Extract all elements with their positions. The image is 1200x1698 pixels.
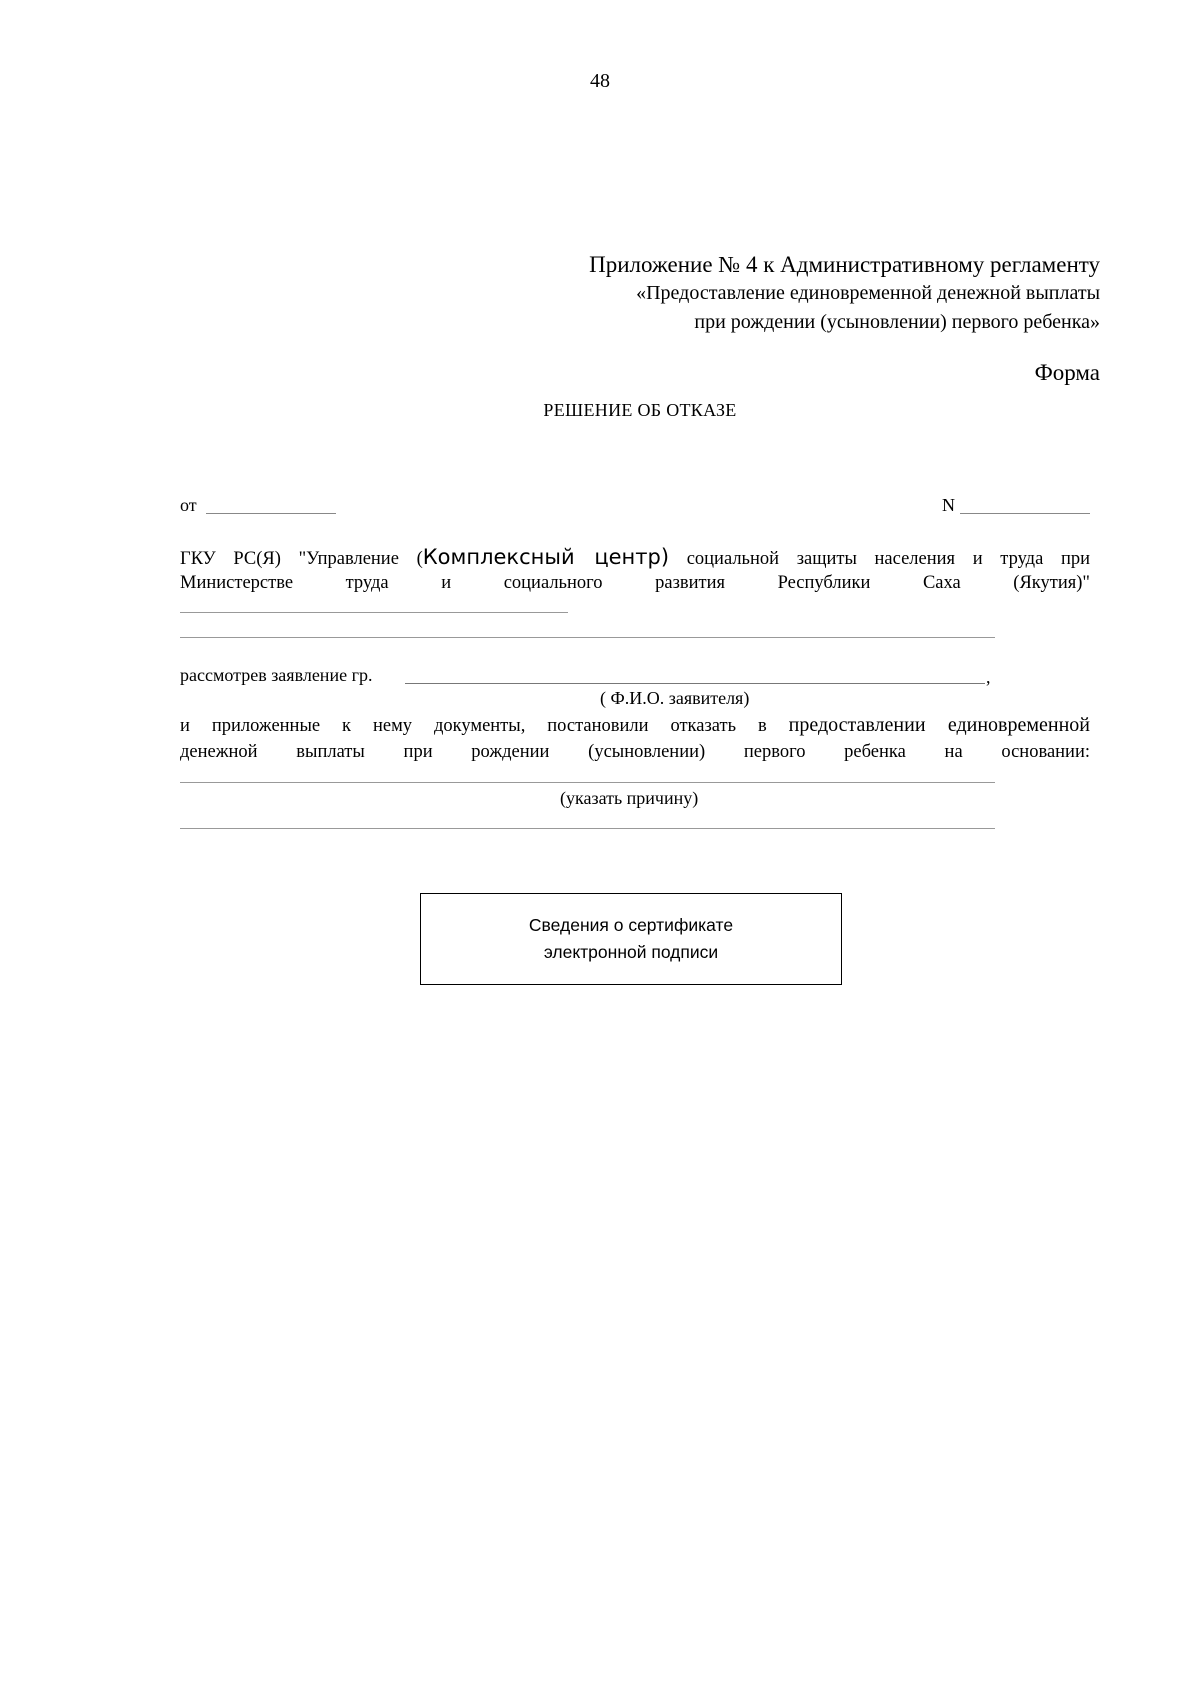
blank-line-short <box>180 612 568 613</box>
reason-blank-line <box>180 782 995 783</box>
from-label: от <box>180 495 197 515</box>
signature-certificate-box <box>420 893 842 985</box>
review-comma: , <box>986 667 991 687</box>
page-number: 48 <box>590 70 610 92</box>
appendix-line-3: при рождении (усыновлении) первого ребенка» <box>694 311 1100 333</box>
applicant-name-blank-line <box>405 683 985 684</box>
date-blank-line <box>206 513 336 514</box>
decision-line-1-b: предоставлении единовременной <box>788 714 1090 736</box>
certificate-line-2: электронной подписи <box>543 942 719 962</box>
review-label: рассмотрев заявление гр. <box>180 665 373 685</box>
date-number-row <box>180 495 1090 521</box>
blank-line-long <box>180 637 995 638</box>
certificate-line-1: Сведения о сертификате <box>528 915 734 935</box>
review-row <box>180 665 1000 693</box>
organization-part-2: социальной защиты населения и труда при <box>669 549 1090 569</box>
appendix-line-2: «Предоставление единовременной денежной выплаты <box>636 282 1100 304</box>
organization-line-2: Министерстве труда и социального развития Республики Саха (Якутия)" <box>180 573 1090 593</box>
decision-line-1-a: и приложенные к нему документы, постановили отказать в <box>180 716 789 736</box>
decision-line-1 <box>180 712 1090 739</box>
decision-block <box>180 712 1090 765</box>
reason-blank-line-2 <box>180 828 995 829</box>
organization-part-big: Комплексный центр) <box>422 545 670 569</box>
form-label: Форма <box>1034 360 1100 385</box>
number-blank-line <box>960 513 1090 514</box>
decision-line-2: денежной выплаты при рождении (усыновлении) первого ребенка на основании: <box>180 742 1090 762</box>
appendix-line-1: Приложение № 4 к Административному регламенту <box>589 252 1100 277</box>
organization-line-1 <box>180 545 1090 571</box>
organization-block <box>180 545 1090 595</box>
organization-part-1: ГКУ РС(Я) "Управление ( <box>180 549 423 569</box>
appendix-header <box>589 250 1100 337</box>
number-label: N <box>942 495 955 515</box>
reason-caption: (указать причину) <box>560 788 699 808</box>
document-title: РЕШЕНИЕ ОБ ОТКАЗЕ <box>543 400 737 420</box>
fio-caption: ( Ф.И.О. заявителя) <box>600 688 750 708</box>
